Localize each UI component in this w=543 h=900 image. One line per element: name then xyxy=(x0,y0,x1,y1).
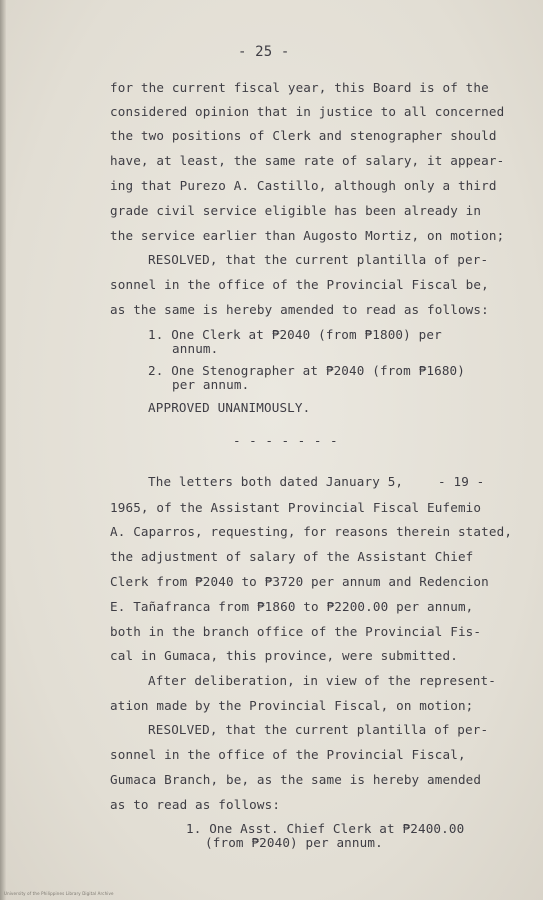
list-item: 1. One Asst. Chief Clerk at ₱2400.00 xyxy=(186,821,465,836)
text-line: for the current fiscal year, this Board is of the xyxy=(110,80,489,95)
text-line: cal in Gumaca, this province, were submitted. xyxy=(110,648,458,663)
text-line: sonnel in the office of the Provincial Fiscal, xyxy=(110,747,466,762)
text-line: Clerk from ₱2040 to ₱3720 per annum and Redencion xyxy=(110,574,489,589)
text-line: ation made by the Provincial Fiscal, on motion; xyxy=(110,698,474,713)
list-item: per annum. xyxy=(172,377,250,392)
separator: - - - - - - - xyxy=(233,433,339,448)
text-line: the two positions of Clerk and stenographer should xyxy=(110,128,497,143)
text-line: 1965, of the Assistant Provincial Fiscal Eufemio xyxy=(110,500,482,515)
text-line: A. Caparros, requesting, for reasons therein stated, xyxy=(110,524,513,539)
text-line: After deliberation, in view of the represent- xyxy=(148,673,496,688)
section-number: - 19 - xyxy=(438,474,485,489)
text-line: as to read as follows: xyxy=(110,797,281,812)
list-item: 1. One Clerk at ₱2040 (from ₱1800) per xyxy=(148,327,442,342)
text-line: the adjustment of salary of the Assistant Chief xyxy=(110,549,474,564)
text-line: E. Tañafranca from ₱1860 to ₱2200.00 per annum, xyxy=(110,599,474,614)
text-line: both in the branch office of the Provincial Fis- xyxy=(110,624,482,639)
text-line: sonnel in the office of the Provincial Fiscal be, xyxy=(110,277,489,292)
page-number: - 25 - xyxy=(238,44,290,60)
text-line: the service earlier than Augosto Mortiz, on motion; xyxy=(110,228,505,243)
text-line: as the same is hereby amended to read as follows: xyxy=(110,302,489,317)
page-binding-edge xyxy=(0,0,6,900)
text-line: RESOLVED, that the current plantilla of per- xyxy=(148,722,489,737)
text-line: The letters both dated January 5, xyxy=(148,474,404,489)
text-line: grade civil service eligible has been already in xyxy=(110,203,482,218)
list-item: (from ₱2040) per annum. xyxy=(205,835,383,850)
text-line: have, at least, the same rate of salary, it appear- xyxy=(110,153,505,168)
text-line: Gumaca Branch, be, as the same is hereby amended xyxy=(110,772,482,787)
list-item: 2. One Stenographer at ₱2040 (from ₱1680) xyxy=(148,363,466,378)
archive-footer: University of the Philippines Library Digital Archive xyxy=(4,891,114,896)
text-line: considered opinion that in justice to all concerned xyxy=(110,104,505,119)
approval-line: APPROVED UNANIMOUSLY. xyxy=(148,400,311,415)
list-item: annum. xyxy=(172,341,219,356)
text-line: ing that Purezo A. Castillo, although only a third xyxy=(110,178,497,193)
text-line: RESOLVED, that the current plantilla of per- xyxy=(148,252,489,267)
